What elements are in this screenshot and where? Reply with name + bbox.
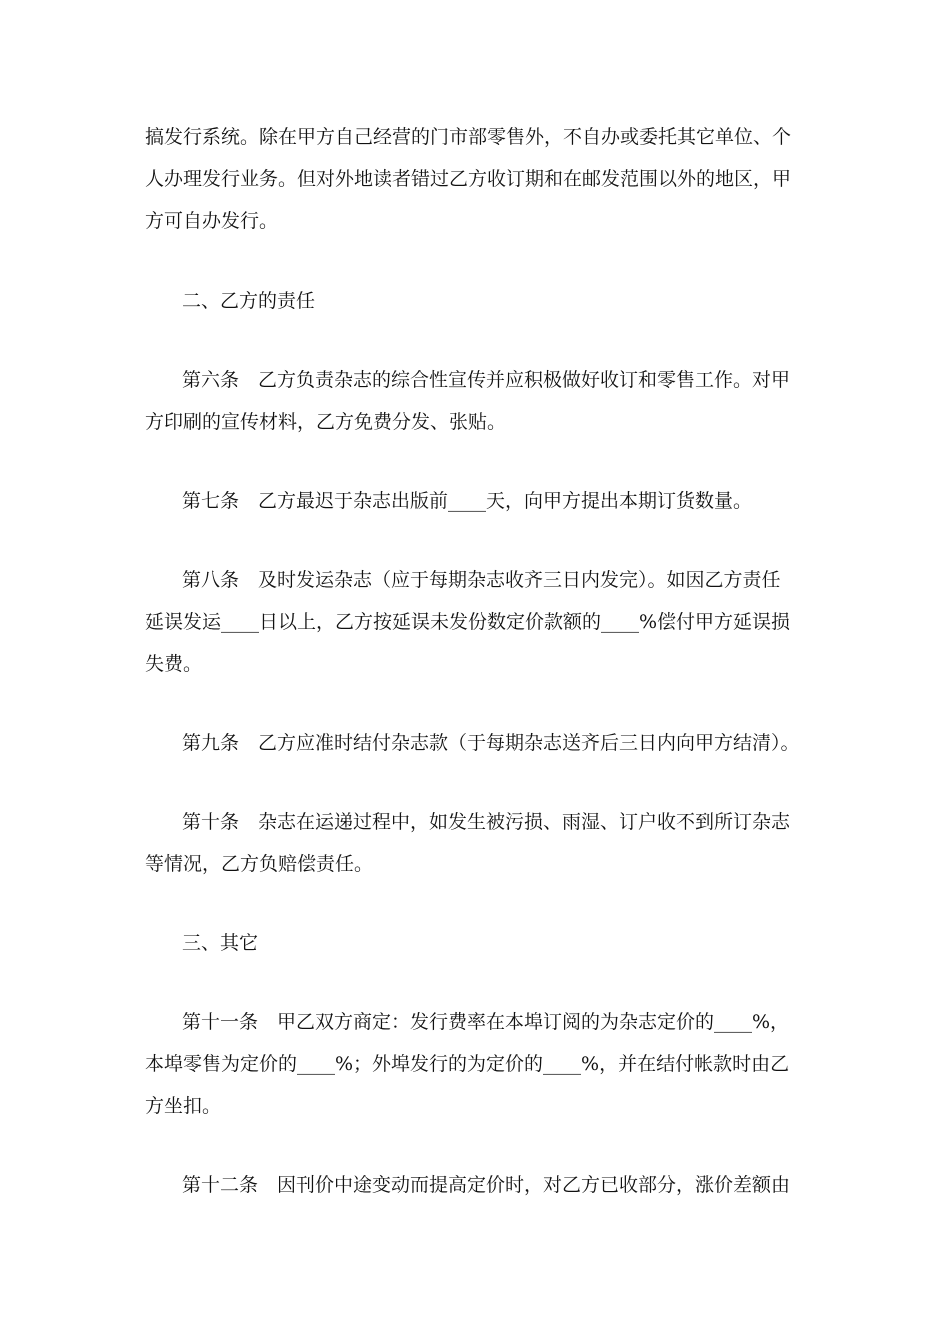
article-line: 第十一条 甲乙双方商定：发行费率在本埠订阅的为杂志定价的____%， bbox=[182, 1011, 790, 1033]
section-heading: 三、其它 bbox=[182, 932, 259, 954]
article-line: 失费。 bbox=[145, 653, 203, 675]
article-line: 第七条 乙方最迟于杂志出版前____天，向甲方提出本期订货数量。 bbox=[182, 490, 753, 512]
paragraph-line: 搞发行系统。除在甲方自己经营的门市部零售外，不自办或委托其它单位、个 bbox=[145, 126, 792, 148]
article-line: 方印刷的宣传材料，乙方免费分发、张贴。 bbox=[145, 411, 507, 433]
article-line: 方坐扣。 bbox=[145, 1095, 222, 1117]
article-line: 第十条 杂志在运递过程中，如发生被污损、雨湿、订户收不到所订杂志 bbox=[182, 811, 791, 833]
article-line: 第九条 乙方应准时结付杂志款（于每期杂志送齐后三日内向甲方结清）。 bbox=[182, 732, 800, 754]
article-line: 等情况，乙方负赔偿责任。 bbox=[145, 853, 374, 875]
paragraph-line: 方可自办发行。 bbox=[145, 210, 279, 232]
article-line: 第六条 乙方负责杂志的综合性宣传并应积极做好收订和零售工作。对甲 bbox=[182, 369, 791, 391]
article-line: 第八条 及时发运杂志（应于每期杂志收齐三日内发完）。如因乙方责任 bbox=[182, 569, 781, 591]
article-line: 本埠零售为定价的____%；外埠发行的为定价的____%，并在结付帐款时由乙 bbox=[145, 1053, 790, 1075]
paragraph-line: 人办理发行业务。但对外地读者错过乙方收订期和在邮发范围以外的地区，甲 bbox=[145, 168, 792, 190]
article-line: 第十二条 因刊价中途变动而提高定价时，对乙方已收部分，涨价差额由 bbox=[182, 1174, 791, 1196]
article-line: 延误发运____日以上，乙方按延误未发份数定价款额的____%偿付甲方延误损 bbox=[145, 611, 791, 633]
section-heading: 二、乙方的责任 bbox=[182, 290, 316, 312]
